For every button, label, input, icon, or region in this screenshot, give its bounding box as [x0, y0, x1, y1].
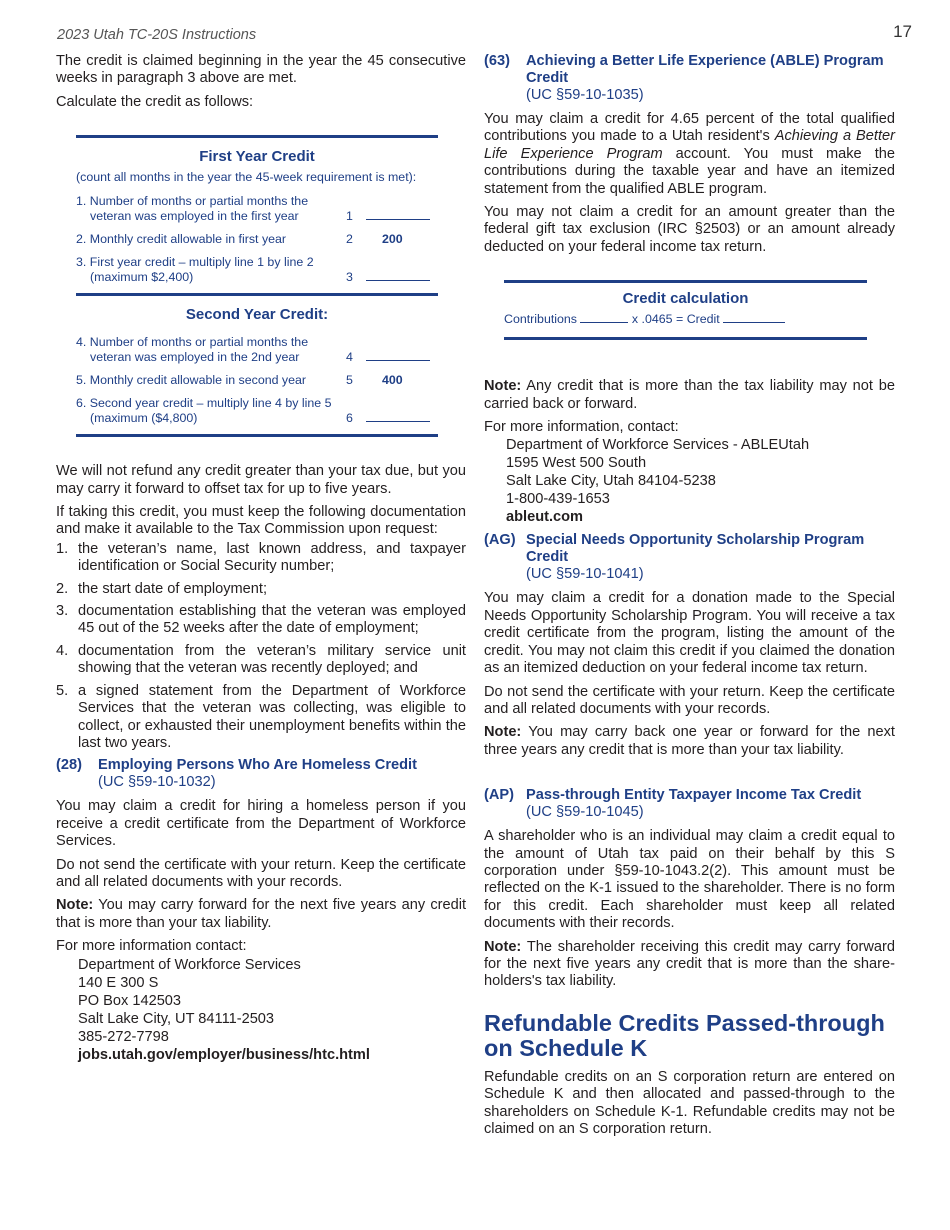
first-year-title: First Year Credit [199, 148, 315, 166]
section-28-note: Note: You may carry forward for the next five years any credit that is more than your tax liability. [56, 897, 466, 931]
refundable-credits-heading: Refundable Credits Passed-through on Schedule K [484, 1009, 885, 1061]
section-28-contact-label: For more information contact: [56, 938, 247, 955]
section-28-url[interactable]: jobs.utah.gov/employer/business/htc.html [78, 1046, 370, 1063]
section-63-url[interactable]: ableut.com [506, 509, 584, 526]
worksheet-line-blank[interactable] [366, 208, 438, 224]
running-header: 2023 Utah TC-20S Instructions [57, 27, 257, 43]
credit-blank[interactable] [723, 312, 785, 323]
worksheet-line-value: 400 [382, 373, 403, 388]
worksheet-line-label: 2. Monthly credit allowable in first year [76, 232, 287, 247]
section-citation: (UC §59-10-1041) [526, 566, 644, 583]
list-item: 1. the veteran’s name, last known address, and taxpayer identification or Social Security number; [56, 540, 466, 575]
section-63-heading [484, 53, 895, 87]
credit-calculation-title: Credit calculation [622, 290, 749, 308]
worksheet-line-number: 6 [346, 411, 353, 426]
worksheet-line-5 [76, 373, 438, 388]
refund-paragraph: We will not refund any credit greater than your tax due, but you may carry it forward to offset tax for up to five years. [56, 463, 466, 497]
section-28-address: Department of Workforce Services 140 E 300 S PO Box 142503 Salt Lake City, UT 84111-2503 385-272-7798 jobs.utah.gov/employer/business/htc.html [78, 956, 370, 1063]
list-item: 2. the start date of employment; [56, 580, 268, 597]
worksheet-line-number: 3 [346, 270, 353, 285]
section-28-paragraph-1: You may claim a credit for hiring a homeless person if you receive a credit certificate from the Department of Workforce Services. [56, 798, 466, 850]
section-citation: (UC §59-10-1045) [526, 804, 644, 821]
section-ag-paragraph-2: Do not send the certificate with your return. Keep the certificate and all related documents with your records. [484, 683, 895, 717]
section-ap-note: Note: The shareholder receiving this credit may carry forward for the next five years any credit that is more than the share-holders's tax liability. [484, 938, 895, 990]
veteran-credit-worksheet [76, 135, 438, 437]
refundable-credits-paragraph: Refundable credits on an S corporation return are entered on Schedule K and then allocated and passed-through to the shareholders on Schedule K-1. Refundable credits may not be claimed on an S corporation return. [484, 1068, 895, 1137]
section-citation: (UC §59-10-1032) [98, 774, 216, 791]
worksheet-line-4 [76, 335, 438, 365]
page-number: 17 [893, 22, 912, 41]
section-63-contact-label: For more information, contact: [484, 419, 679, 436]
worksheet-line-blank[interactable] [366, 349, 438, 365]
section-63-paragraph-1: You may claim a credit for 4.65 percent of the total qualified contributions you made to a Utah resident's Achieving a Better Life Experience Program account. You must make the contributions during the taxable year and have an itemized statement from the qualified ABLE program. [484, 111, 895, 197]
worksheet-line-blank[interactable] [366, 269, 438, 285]
section-title: Special Needs Opportunity Scholarship Program Credit [526, 532, 865, 566]
section-ap-paragraph-1: A shareholder who is an individual may claim a credit equal to the amount of Utah tax paid on their behalf by this S corporation under §59-10-1043.2(2). This amount must be reflected on the K-1 issued to the shareholder. There is no form for this credit. Each shareholder must keep all related documents with their records. [484, 828, 895, 932]
able-credit-calculation-box [504, 280, 867, 340]
section-code: (AP) [484, 787, 514, 804]
worksheet-line-number: 1 [346, 209, 353, 224]
section-63-address: Department of Workforce Services - ABLEUtah 1595 West 500 South Salt Lake City, Utah 84104-5238 1-800-439-1653 ableut.com [506, 437, 810, 526]
intro-paragraph: The credit is claimed beginning in the year the 45 consecutive weeks in paragraph 3 above are met. [56, 53, 466, 87]
section-28-heading [56, 757, 466, 774]
first-year-subtitle: (count all months in the year the 45-week requirement is met): [76, 170, 417, 185]
worksheet-line-label: 1. Number of months or partial months the veteran was employed in the first year [76, 194, 309, 224]
section-code: (AG) [484, 532, 516, 549]
second-year-title: Second Year Credit: [185, 306, 329, 324]
section-ag-heading [484, 532, 895, 566]
section-63-note: Note: Any credit that is more than the tax liability may not be carried back or forward. [484, 378, 895, 412]
section-citation: (UC §59-10-1035) [526, 87, 644, 103]
section-title: Achieving a Better Life Experience (ABLE) Program Credit [526, 53, 884, 86]
second-year-section [76, 293, 438, 426]
section-ag-note: Note: You may carry back one year or forward for the next three years any credit that is more than your tax liability. [484, 724, 895, 758]
section-title: Pass-through Entity Taxpayer Income Tax Credit [526, 787, 862, 804]
credit-calculation-line: Contributions x .0465 = Credit [504, 312, 867, 326]
section-code: (28) [56, 757, 82, 774]
section-ag-paragraph-1: You may claim a credit for a donation made to the Special Needs Opportunity Scholarship Program. You will receive a tax credit certificate from the program, listing the amount of the credit. You may not claim this credit if you claimed the donation as an itemized deduction on your federal income tax return. [484, 590, 895, 677]
section-ap-heading [484, 787, 895, 804]
worksheet-line-label: 6. Second year credit – multiply line 4 by line 5 (maximum ($4,800) [76, 396, 332, 426]
worksheet-line-label: 4. Number of months or partial months the veteran was employed in the 2nd year [76, 335, 309, 365]
list-item: 4. documentation from the veteran’s military service unit showing that the veteran was recently deployed; and [56, 642, 466, 677]
worksheet-line-label: 3. First year credit – multiply line 1 by line 2 (maximum $2,400) [76, 255, 314, 285]
worksheet-line-number: 5 [346, 373, 353, 388]
worksheet-line-label: 5. Monthly credit allowable in second year [76, 373, 307, 388]
worksheet-line-number: 2 [346, 232, 353, 247]
worksheet-line-2 [76, 232, 438, 247]
worksheet-line-1 [76, 194, 438, 224]
list-item: 5. a signed statement from the Department of Workforce Services that the veteran was collecting, was eligible to collect, or exhausted their unemployment benefits within the last two years. [56, 682, 466, 751]
section-28-paragraph-2: Do not send the certificate with your return. Keep the certificate and all related documents with your records. [56, 856, 466, 890]
section-code: (63) [484, 53, 510, 69]
worksheet-line-3 [76, 255, 438, 285]
worksheet-line-blank[interactable] [366, 410, 438, 426]
right-column [484, 53, 895, 1144]
worksheet-line-number: 4 [346, 350, 353, 365]
section-title: Employing Persons Who Are Homeless Credit [98, 757, 417, 774]
contributions-blank[interactable] [580, 312, 628, 323]
section-63-paragraph-2: You may not claim a credit for an amount greater than the federal gift tax exclusion (IRC §2503) or an amount already deducted on your federal income tax return. [484, 204, 895, 255]
documentation-paragraph: If taking this credit, you must keep the following documentation and make it available to the Tax Commission upon request: [56, 504, 466, 538]
worksheet-line-6 [76, 396, 438, 426]
worksheet-line-value: 200 [382, 232, 403, 247]
calc-label: Calculate the credit as follows: [56, 93, 254, 110]
list-item: 3. documentation establishing that the veteran was employed 45 out of the 52 weeks after the date of employment; [56, 603, 466, 637]
documentation-list [56, 541, 466, 752]
left-column [56, 53, 466, 1070]
